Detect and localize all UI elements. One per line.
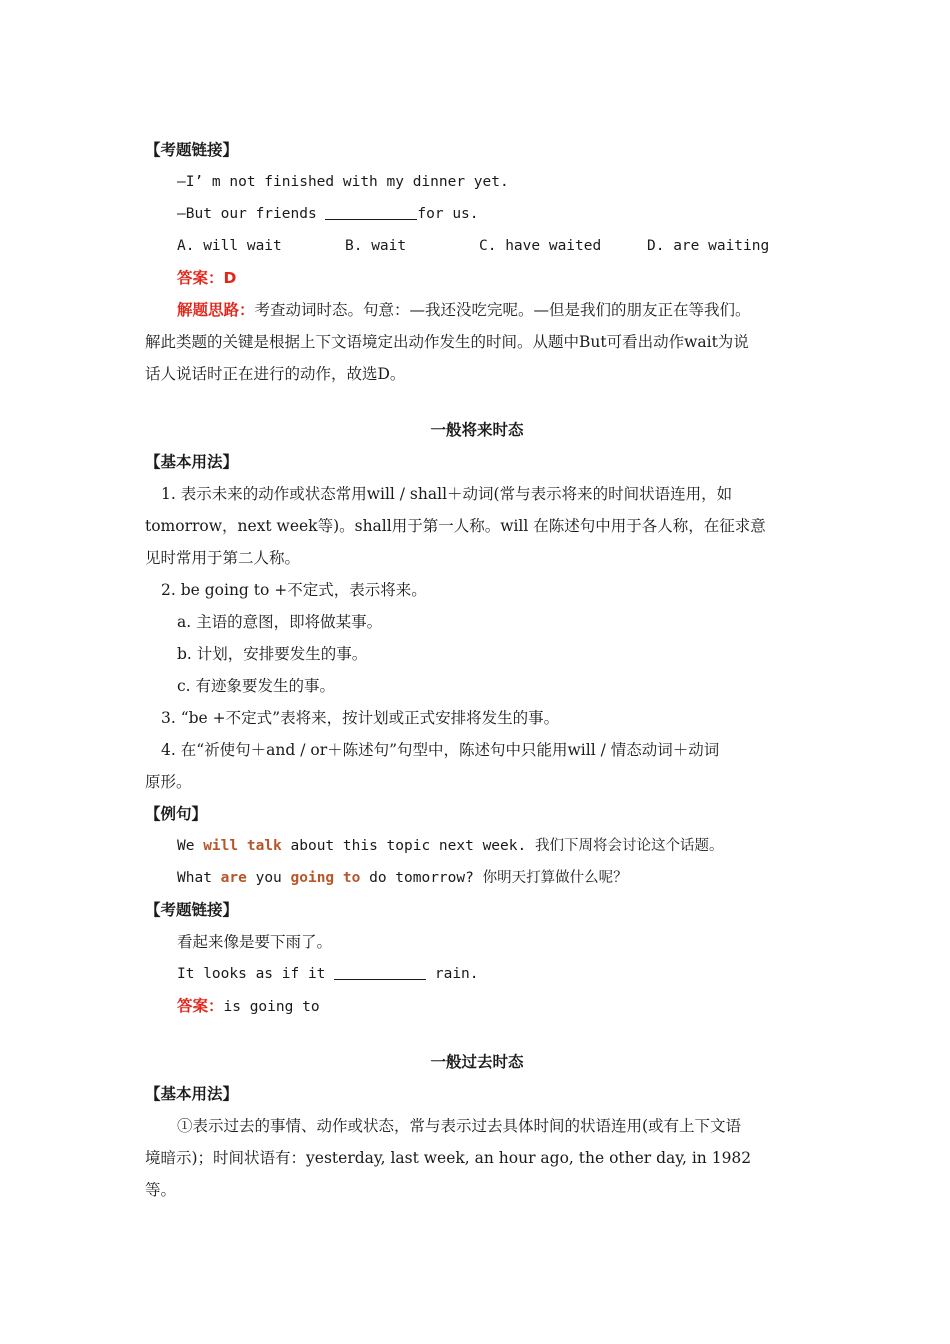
future-point-1-line-3: 见时常用于第二人称。 [145,549,301,567]
future-point-2c: c. 有迹象要发生的事。 [177,677,336,695]
example-2-middle: you [246,870,291,886]
future-point-3: 3. “be +不定式”表将来，按计划或正式安排将发生的事。 [161,709,560,727]
option-d: D. are waiting [647,238,770,254]
answer-label: 答案： [177,269,224,287]
past-point-1-line-1: ①表示过去的事情、动作或状态，常与表示过去具体时间的状语连用(或有上下文语 [177,1117,742,1135]
analysis-text-1: 考查动词时态。句意：—我还没吃完呢。—但是我们的朋友正在等我们。 [254,301,751,319]
question-line-1: —I’ m not finished with my dinner yet. [177,174,509,190]
option-a: A. will wait [177,238,282,254]
example-2-highlight-2: going to [290,870,361,886]
future-point-2b: b. 计划，安排要发生的事。 [177,645,368,663]
answer-line-2 [145,990,809,1022]
example-2-end: do tomorrow? 你明天打算做什么呢？ [360,870,628,886]
answer-label-2: 答案： [177,997,224,1015]
section-title-past: 一般过去时态 [430,1053,524,1071]
example-2-highlight-1: are [220,870,247,886]
question-english-end: rain. [426,966,479,982]
past-point-1-line-3: 等。 [145,1181,177,1199]
answer-value: D [223,269,237,287]
section-title-future: 一般将来时态 [430,421,524,439]
analysis-line-2: 解此类题的关键是根据上下文语境定出动作发生的时间。从题中But可看出动作wait为说 [145,333,749,351]
future-point-2a: a. 主语的意图，即将做某事。 [177,613,383,631]
exam-link-label-2: 【考题链接】 [145,901,239,919]
example-1-highlight: will talk [203,838,282,854]
analysis-label: 解题思路： [177,301,255,319]
future-point-1-line-1: 1. 表示未来的动作或状态常用will / shall＋动词(常与表示将来的时间状语连用，如 [161,485,733,503]
usage-label-future: 【基本用法】 [145,453,239,471]
future-point-4-line-2: 原形。 [145,773,192,791]
future-point-4-line-1: 4. 在“祈使句＋and / or＋陈述句”句型中，陈述句中只能用will / 情态动词＋动词 [161,741,720,759]
exam-link-label: 【考题链接】 [145,141,239,159]
future-point-2: 2. be going to +不定式，表示将来。 [161,581,427,599]
past-point-1-line-2: 境暗示)；时间状语有：yesterday, last week, an hour ago, the other day, in 1982 [145,1149,752,1167]
analysis-line-1 [145,294,809,326]
document-page [145,134,809,1206]
example-1-start: We [177,838,204,854]
question-english [145,958,809,990]
usage-label-past: 【基本用法】 [145,1085,239,1103]
option-c: C. have waited [479,238,602,254]
analysis-line-3: 话人说话时正在进行的动作，故选D。 [145,365,406,383]
answer-value-2: is going to [223,999,320,1015]
option-b: B. wait [345,238,407,254]
example-1 [145,830,809,862]
question-chinese: 看起来像是要下雨了。 [177,933,333,951]
question-line-2 [145,198,809,230]
question-line-2-end: for us. [417,206,479,222]
answer-blank [325,204,417,220]
answer-blank-2 [334,964,426,980]
future-point-1-line-2: tomorrow，next week等)。shall用于第一人称。will 在陈述句中用于各人称，在征求意 [145,517,766,535]
answer-line [145,262,809,294]
options-row [145,230,809,262]
example-2-start: What [177,870,221,886]
example-1-end: about this topic next week. 我们下周将会讨论这个话题。 [281,838,724,854]
example-label: 【例句】 [145,805,208,823]
example-2 [145,862,809,894]
question-english-start: It looks as if it [177,966,335,982]
question-line-2-start: —But our friends [177,206,326,222]
